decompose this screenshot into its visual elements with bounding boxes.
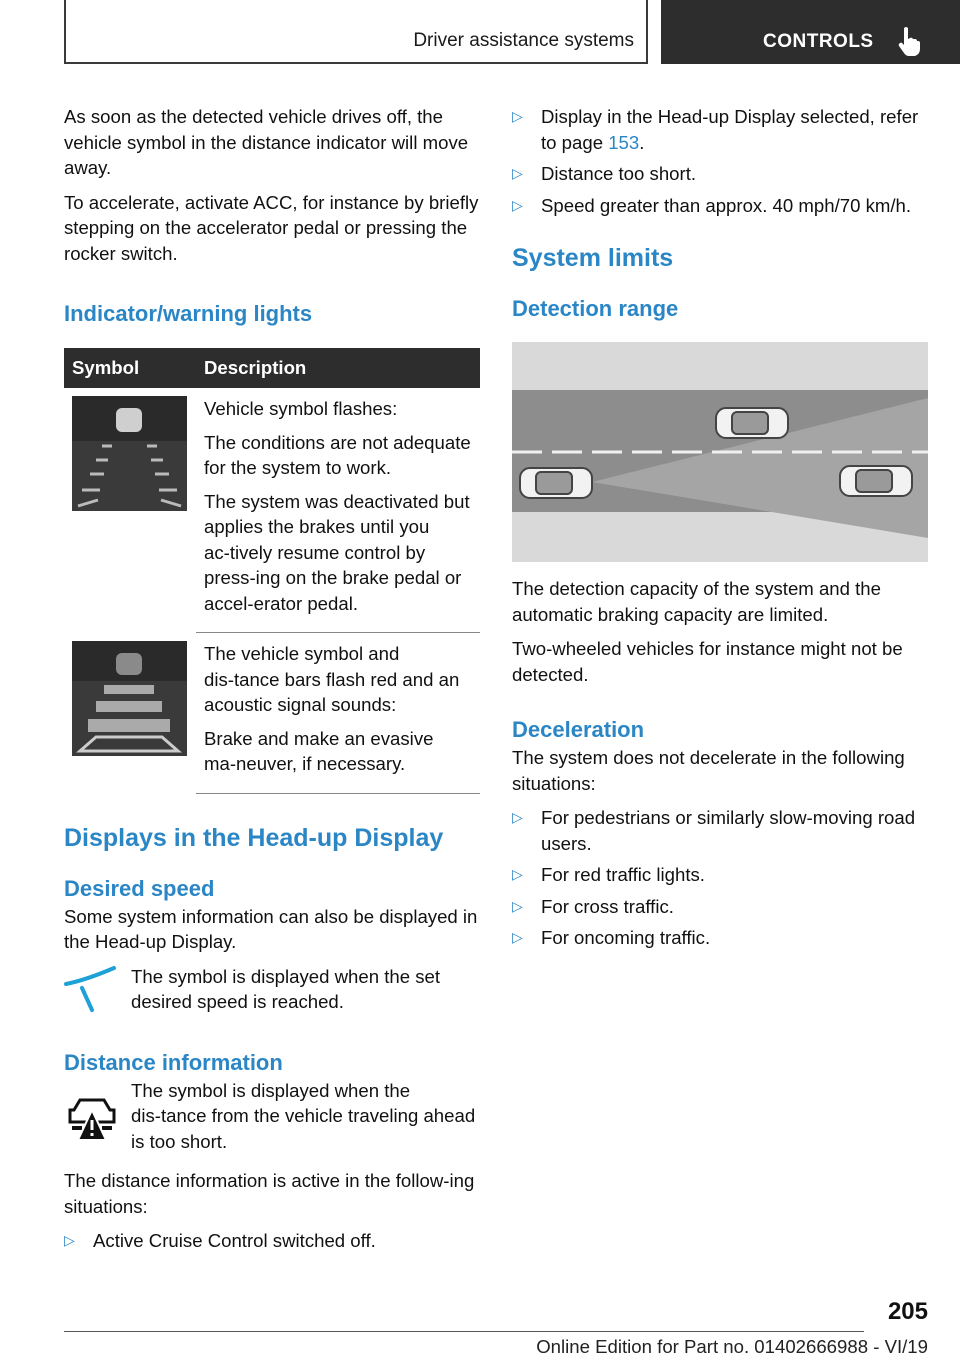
vehicle-far bbox=[840, 466, 912, 496]
deceleration-text: The system does not decelerate in the following situations: bbox=[512, 747, 905, 794]
edition-text: Online Edition for Part no. 01402666988 - VI/19 bbox=[536, 1336, 928, 1357]
triangle-bullet-icon: ▷ bbox=[512, 165, 523, 181]
table-row bbox=[64, 633, 480, 794]
detection-text-1: The detection capacity of the system and the automatic braking capacity are limited. bbox=[512, 578, 881, 625]
hand-pointer-icon bbox=[896, 26, 922, 56]
list-item: ▷ Distance too short. bbox=[512, 161, 928, 187]
row1-line-2: The conditions are not adequate for the system to work. bbox=[204, 431, 471, 478]
triangle-bullet-icon: ▷ bbox=[512, 897, 523, 914]
row1-line-3: The system was deactivated but applies the brakes until you ac‑tively resume control by press‑ing on the brake pedal or accel‑erator pedal. bbox=[204, 490, 470, 614]
header-section-box bbox=[64, 0, 648, 64]
indicator-heading: Indicator/warning lights bbox=[64, 301, 313, 326]
triangle-bullet-icon: ▷ bbox=[512, 866, 523, 882]
distance-info-symbol-text: The symbol is displayed when the dis‑tance from the vehicle traveling ahead is too short. bbox=[131, 1079, 476, 1152]
table-header-description: Description bbox=[196, 348, 480, 388]
desired-speed-row bbox=[64, 964, 480, 1024]
list-item: ▷ For pedestrians or similarly slow-moving road users. bbox=[512, 807, 916, 854]
detection-text-2: Two-wheeled vehicles for instance might not be detected. bbox=[512, 638, 903, 685]
page-number: 205 bbox=[887, 1298, 928, 1325]
left-column bbox=[64, 104, 480, 1260]
detection-range-heading: Detection range bbox=[512, 296, 679, 321]
chapter-tab[interactable] bbox=[661, 0, 960, 64]
desired-speed-heading: Desired speed bbox=[64, 875, 215, 901]
desired-speed-symbol-icon bbox=[64, 964, 120, 1020]
acc-distance-bars-warning-icon bbox=[72, 641, 187, 756]
triangle-bullet-icon: ▷ bbox=[512, 929, 523, 945]
list-item: ▷ Active Cruise Control switched off. bbox=[64, 1228, 480, 1254]
row2-line-2: Brake and make an evasive ma‑neuver, if necessary. bbox=[204, 727, 434, 774]
system-limits-heading: System limits bbox=[512, 244, 674, 272]
list-item: ▷ Display in the Head-up Display selected, refer to page 153. bbox=[512, 106, 919, 153]
distance-info-heading: Distance information bbox=[64, 1049, 283, 1075]
list-item: ▷ For oncoming traffic. bbox=[512, 925, 928, 951]
detection-range-illustration bbox=[512, 342, 928, 562]
footer-divider bbox=[64, 1331, 864, 1332]
desired-speed-text: Some system information can also be displayed in the Head-up Display. bbox=[64, 905, 478, 952]
distance-warning-car-icon bbox=[64, 1088, 120, 1144]
triangle-bullet-icon: ▷ bbox=[512, 108, 523, 124]
hud-heading: Displays in the Head-up Display bbox=[64, 823, 444, 852]
row2-line-1: The vehicle symbol and dis‑tance bars flash red and an acoustic signal sounds: bbox=[204, 643, 460, 715]
table-header-symbol: Symbol bbox=[64, 348, 196, 388]
triangle-bullet-icon: ▷ bbox=[512, 196, 523, 213]
own-vehicle bbox=[520, 468, 592, 498]
list-item: ▷ Speed greater than approx. 40 mph/70 km/h. bbox=[512, 193, 928, 219]
indicator-table bbox=[64, 348, 480, 794]
vehicle-ahead bbox=[716, 408, 788, 438]
distance-info-row bbox=[64, 1078, 480, 1155]
page-link[interactable]: 153 bbox=[608, 131, 640, 153]
chapter-title: CONTROLS bbox=[763, 31, 874, 52]
distance-active-text: The distance information is active in the follow‑ing situations: bbox=[64, 1170, 475, 1217]
section-title: Driver assistance systems bbox=[413, 30, 634, 51]
list-item: ▷ For red traffic lights. bbox=[512, 862, 928, 888]
deceleration-heading: Deceleration bbox=[512, 717, 645, 742]
acc-distance-vehicle-flashing-icon bbox=[72, 396, 187, 511]
row1-line-1: Vehicle symbol flashes: bbox=[204, 398, 398, 419]
triangle-bullet-icon: ▷ bbox=[64, 1232, 75, 1248]
right-column bbox=[512, 104, 928, 957]
table-row bbox=[64, 388, 480, 633]
intro-paragraph-1: As soon as the detected vehicle drives off, the vehicle symbol in the distance indicator will move away. bbox=[64, 106, 469, 178]
triangle-bullet-icon: ▷ bbox=[512, 809, 523, 825]
intro-paragraph-2: To accelerate, activate ACC, for instance by briefly stepping on the accelerator pedal or pressing the rocker switch. bbox=[64, 191, 479, 264]
desired-speed-symbol-text: The symbol is displayed when the set desired speed is reached. bbox=[131, 965, 441, 1012]
list-item: ▷ For cross traffic. bbox=[512, 894, 928, 920]
